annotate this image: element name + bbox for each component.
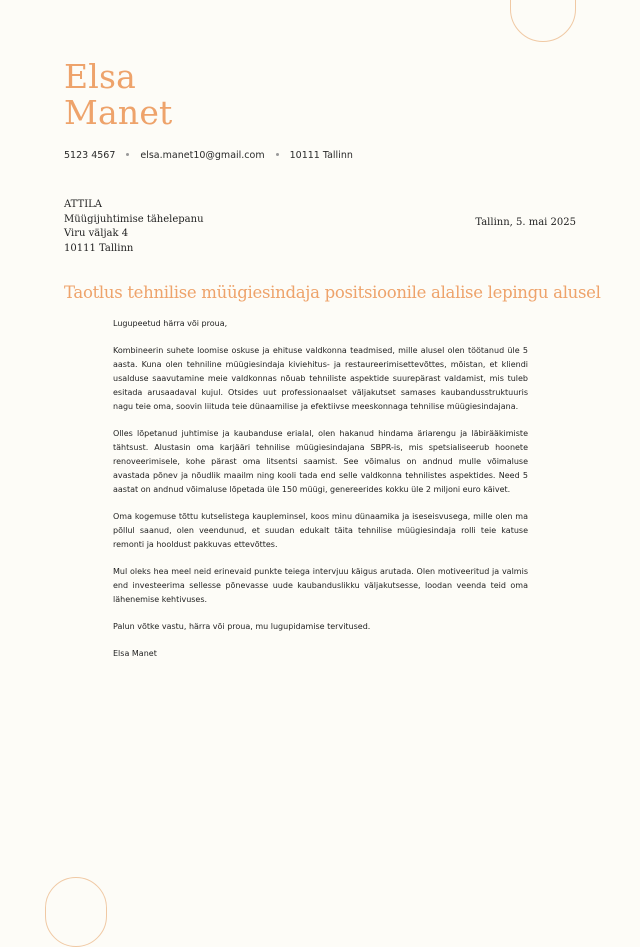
- letter-paragraph: Oma kogemuse tõttu kutselistega kaupleminsel, koos minu dünaamika ja iseseisvusega, mille olen ma põllul saanud, olen veendunud, et suudan edukalt täita tehnilise müügiesindaja rolli teie katuse remonti ja hooldust pakkuvas ettevõttes.: [113, 512, 528, 549]
- contact-line: [64, 150, 353, 161]
- letter-closing: Palun võtke vastu, härra või proua, mu lugupidamise tervitused.: [113, 622, 371, 631]
- letter-subject: Taotlus tehnilise müügiesindaja positsioonile alalise lepingu alusel: [64, 283, 601, 302]
- decorative-arc-top: [510, 0, 576, 42]
- separator-dot-icon: [126, 153, 129, 156]
- letter-paragraph: Mul oleks hea meel neid erinevaid punkte teiega intervjuu käigus arutada. Olen motiveeritud ja valmis end investeerima sellesse põnevasse uude kaubanduslikku väljakutsesse, loodan veenda teid oma lähenemise kehtivuses.: [113, 567, 528, 604]
- sender-city: 10111 Tallinn: [289, 150, 353, 161]
- sender-first-name: Elsa: [64, 57, 137, 96]
- email-address: elsa.manet10@gmail.com: [140, 150, 265, 161]
- sender-last-name: Manet: [64, 93, 173, 132]
- recipient-address: [64, 198, 204, 256]
- letter-greeting: Lugupeetud härra või proua,: [113, 319, 228, 328]
- recipient-company: ATTILA: [64, 199, 103, 210]
- sender-name: [64, 59, 173, 131]
- recipient-attention: Müügijuhtimise tähelepanu: [64, 213, 204, 225]
- letter-signature: Elsa Manet: [113, 649, 157, 658]
- letter-paragraph: Olles lõpetanud juhtimise ja kaubanduse erialal, olen hakanud hindama äriarengu ja läbirääkimiste tähtsust. Alustasin oma karjääri tehnilise müügiesindajana SBPR-is, mis spetsialiseerub hoonete renoveerimisele, kohe pärast oma litsentsi saamist. See võimalus on andnud mulle võimaluse avastada põnev ja nõudlik maailm ning kooli tada end selle valdkonna tehnilistes aspektides. Need 5 aastat on andnud võimaluse lõpetada üle 150 müügi, genereerides kokku üle 2 miljoni euro käivet.: [113, 429, 528, 494]
- letter-body: [113, 317, 528, 674]
- decorative-arc-bottom: [45, 877, 107, 947]
- letter-paragraph: Kombineerin suhete loomise oskuse ja ehituse valdkonna teadmised, mille alusel olen töötanud üle 5 aasta. Kuna olen tehniline müügiesindaja kiviehitus- ja restaureerimisettevõttes, mõistan, et kliendi usalduse saavutamine meie valdkonnas nõuab tehniliste aspektide suurepärast valdamist, mis tuleb esitada arusaadaval kujul. Otsides uut professionaalset väljakutset samases kaubandusstruktuuris nagu teie oma, soovin liituda teie dünaamilise ja efektiivse meeskonnaga tehnilise müügiesindajana.: [113, 346, 528, 411]
- letter-date: Tallinn, 5. mai 2025: [475, 217, 576, 228]
- recipient-city: 10111 Tallinn: [64, 242, 134, 254]
- separator-dot-icon: [276, 153, 279, 156]
- phone-number: 5123 4567: [64, 150, 116, 161]
- recipient-street: Viru väljak 4: [64, 228, 129, 239]
